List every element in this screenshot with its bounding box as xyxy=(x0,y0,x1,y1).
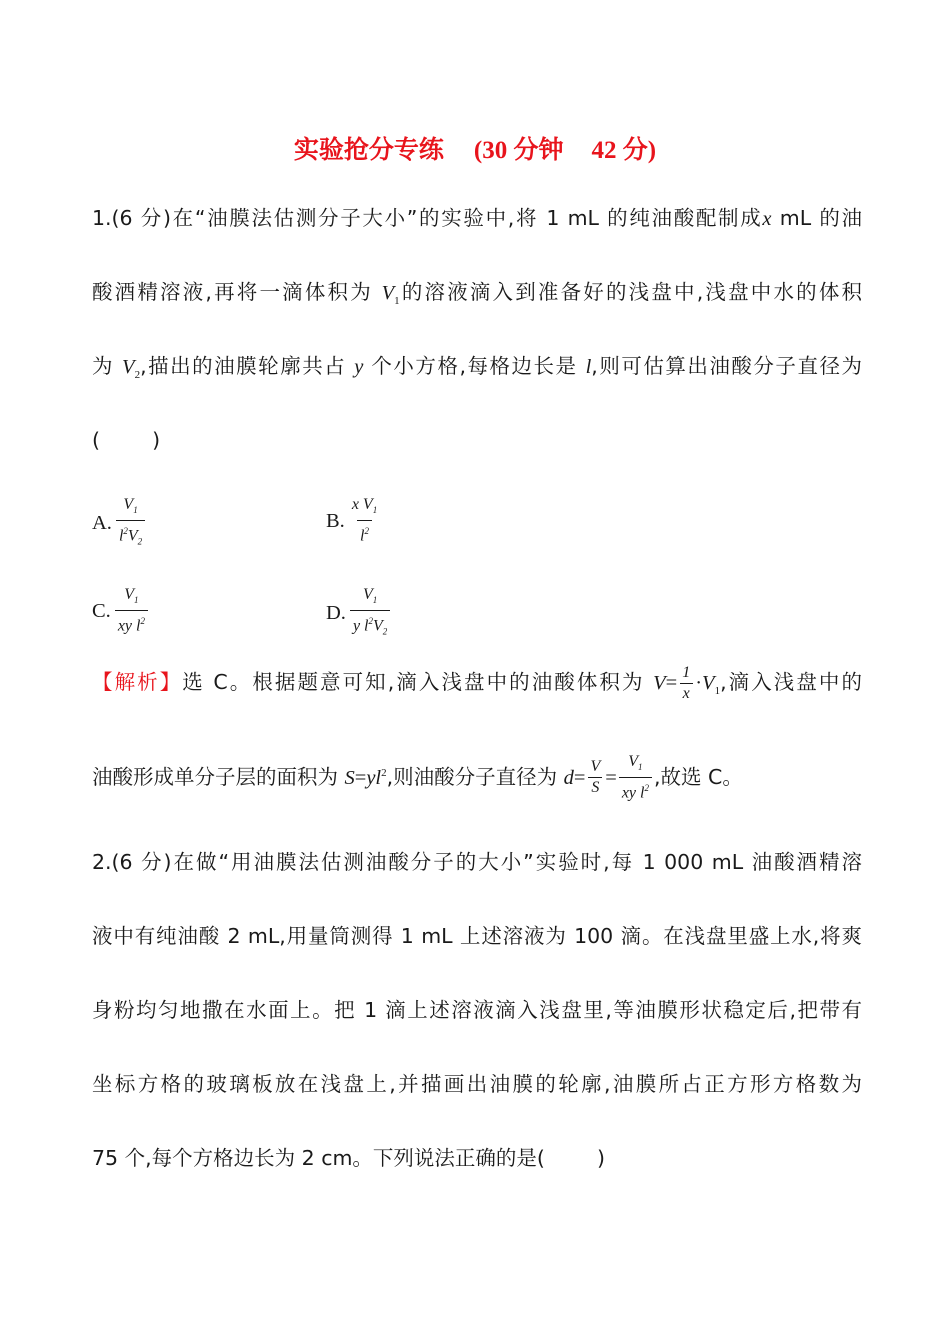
page-title xyxy=(0,130,950,171)
option-a-fraction: $\frac{V_1}{l^2V_2}$ xyxy=(116,495,145,552)
q1-line-2: 酸酒精溶液,再将一滴体积为 $V_1$的溶液滴入到准备好的浅盘中,浅盘中水的体积 xyxy=(92,280,862,308)
analysis-fraction-2: $\frac{V}{S}$ xyxy=(587,757,603,798)
title-main: 实验抢分专练 xyxy=(293,135,444,164)
q2-line-4: 坐标方格的玻璃板放在浅盘上,并描画出油膜的轮廓,油膜所占正方形方格数为 xyxy=(92,1072,862,1096)
q1-option-a[interactable]: A. $\frac{V_1}{l^2V_2}$ xyxy=(92,495,147,552)
q1-analysis-line-2: 油酸形成单分子层的面积为 $S=yl^2$,则油酸分子直径为 d= $\frac{V}{S}$ = $\frac{V_1}{xy l^2}$ ,故选 C。 xyxy=(92,753,743,802)
analysis-fraction-1: $\frac{1}{x}$ xyxy=(679,663,693,704)
q2-line-3: 身粉均匀地撒在水面上。把 1 滴上述溶液滴入浅盘里,等油膜形状稳定后,把带有 xyxy=(92,998,862,1022)
q1-analysis-line-1: 【解析】选 C。根据题意可知,滴入浅盘中的油酸体积为 V= $\frac{1}{x}$ $\cdot V_1$,滴入浅盘中的 xyxy=(92,663,862,702)
q1-option-b[interactable]: B. $\frac{x V_1}{l^2}$ xyxy=(326,495,382,547)
option-b-fraction: $\frac{x V_1}{l^2}$ xyxy=(351,496,378,545)
option-c-fraction: $\frac{V_1}{xy l^2}$ xyxy=(115,585,148,637)
title-score: 42 分) xyxy=(591,137,657,164)
option-d-fraction: $\frac{V_1}{y l^2V_2}$ xyxy=(350,585,390,642)
analysis-fraction-3: $\frac{V_1}{xy l^2}$ xyxy=(619,752,652,804)
q2-line-2: 液中有纯油酸 2 mL,用量筒测得 1 mL 上述溶液为 100 滴。在浅盘里盛上水,将爽 xyxy=(92,924,862,948)
q1-option-c[interactable]: C. $\frac{V_1}{xy l^2}$ xyxy=(92,585,150,637)
title-time: (30 分钟 xyxy=(473,137,564,164)
q2-line-5: 75 个,每个方格边长为 2 cm。下列说法正确的是( ) xyxy=(92,1146,606,1170)
q1-option-d[interactable]: D. $\frac{V_1}{y l^2V_2}$ xyxy=(326,585,392,642)
q1-line-3: 为 $V_2$,描出的油膜轮廓共占 y 个小方格,每格边长是 l,则可估算出油酸分子直径为 xyxy=(92,354,862,382)
analysis-tag: 【解析】 xyxy=(92,670,183,694)
q1-answer-bracket: ( ) xyxy=(92,428,161,452)
q1-line-1: 1.(6 分)在“油膜法估测分子大小”的实验中,将 1 mL 的纯油酸配制成x mL 的油 xyxy=(92,206,862,230)
q2-line-1: 2.(6 分)在做“用油膜法估测油酸分子的大小”实验时,每 1 000 mL 油酸酒精溶 xyxy=(92,850,862,874)
